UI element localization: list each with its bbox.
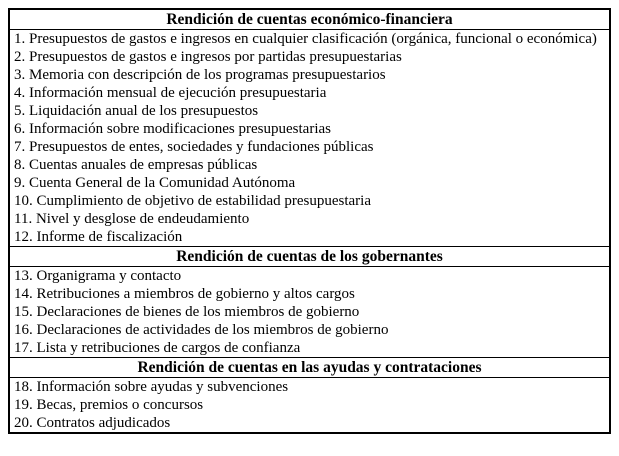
table-row-4: 4. Información mensual de ejecución presupuestaria <box>14 85 327 101</box>
table-row-11: 11. Nivel y desglose de endeudamiento <box>14 211 250 227</box>
table-row-1: 1. Presupuestos de gastos e ingresos en cualquier clasificación (orgánica, funcional o económica) <box>14 31 597 47</box>
table-row-9: 9. Cuenta General de la Comunidad Autónoma <box>14 175 296 191</box>
table-row-17: 17. Lista y retribuciones de cargos de confianza <box>14 340 301 356</box>
section-header-gobernantes: Rendición de cuentas de los gobernantes <box>10 246 609 267</box>
table-row-14: 14. Retribuciones a miembros de gobierno y altos cargos <box>14 286 355 302</box>
table-row-20: 20. Contratos adjudicados <box>14 415 171 431</box>
accountability-table <box>8 8 611 434</box>
section-header-ayudas-contrataciones: Rendición de cuentas en las ayudas y contrataciones <box>10 357 609 378</box>
table-row-3: 3. Memoria con descripción de los programas presupuestarios <box>14 67 386 83</box>
section-header-economico-financiera: Rendición de cuentas económico-financiera <box>10 10 609 30</box>
table-row-19: 19. Becas, premios o concursos <box>14 397 204 413</box>
table-row-13: 13. Organigrama y contacto <box>14 268 182 284</box>
table-row-5: 5. Liquidación anual de los presupuestos <box>14 103 259 119</box>
table-row-16: 16. Declaraciones de actividades de los miembros de gobierno <box>14 322 389 338</box>
table-row-8: 8. Cuentas anuales de empresas públicas <box>14 157 258 173</box>
table-row-12: 12. Informe de fiscalización <box>14 229 183 245</box>
table-row-10: 10. Cumplimiento de objetivo de estabilidad presupuestaria <box>14 193 372 209</box>
table-row-15: 15. Declaraciones de bienes de los miembros de gobierno <box>14 304 360 320</box>
table-row-6: 6. Información sobre modificaciones presupuestarias <box>14 121 331 137</box>
table-row-7: 7. Presupuestos de entes, sociedades y fundaciones públicas <box>14 139 374 155</box>
table-row-18: 18. Información sobre ayudas y subvenciones <box>14 379 289 395</box>
table-row-2: 2. Presupuestos de gastos e ingresos por partidas presupuestarias <box>14 49 402 65</box>
